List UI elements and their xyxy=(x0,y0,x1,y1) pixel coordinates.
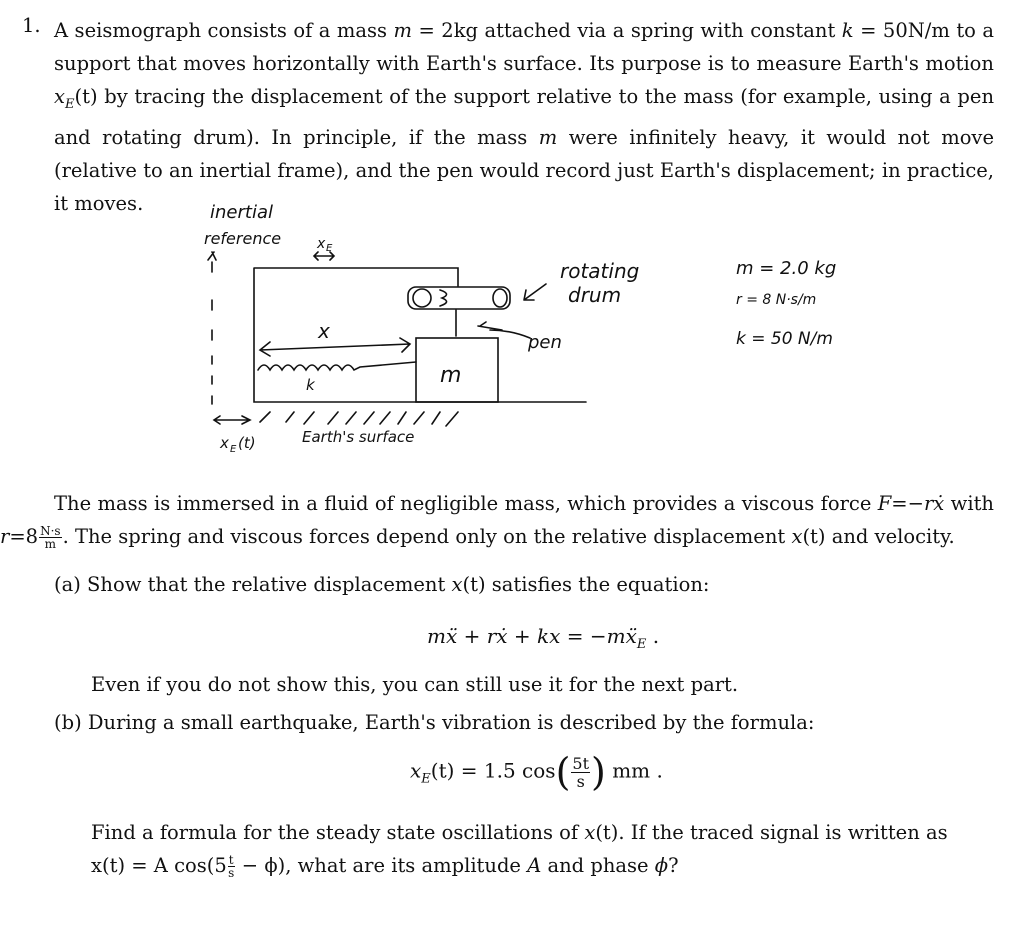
svg-text:x: x xyxy=(220,434,229,452)
svg-text:m: m xyxy=(440,363,462,388)
svg-text:reference: reference xyxy=(204,229,282,248)
svg-text:Earth's surface: Earth's surface xyxy=(302,428,415,446)
note-k: k = 50 N/m xyxy=(736,329,833,349)
svg-text:k: k xyxy=(306,376,315,394)
svg-text:drum: drum xyxy=(568,283,622,307)
fluid-paragraph: The mass is immersed in a fluid of negligible mass, which provides a viscous force F=−rẋ with r=8 $\frac{N\cdot s}{m}$ . The spring and viscous forces depend only on the relative displacement x(t) and velocity. xyxy=(0,492,994,551)
seismograph-figure xyxy=(190,190,880,470)
note-mass: m = 2.0 kg xyxy=(736,258,837,279)
svg-text:(t): (t) xyxy=(238,434,256,452)
problem-number: 1. xyxy=(22,14,41,37)
svg-text:E: E xyxy=(326,243,333,254)
svg-text:E: E xyxy=(230,444,237,455)
svg-text:x: x xyxy=(317,236,326,252)
equation-b: $x_E(t) = 1.5$ cos( $\frac{5t}{s}$ ) mm . xyxy=(410,750,663,794)
unit-fraction: $\frac{N\cdot s}{m}$ xyxy=(40,524,61,551)
note-r: r = 8 N·s/m xyxy=(736,292,817,308)
part-b: (b) During a small earthquake, Earth's vibration is described by the formula: xyxy=(54,711,815,734)
part-a-note: Even if you do not show this, you can still use it for the next part. xyxy=(91,673,739,696)
intro-paragraph: A seismograph consists of a mass m = 2kg attached via a spring with constant k = 50N/m to a support that moves horizontally with Earth's surface. Its purpose is to measure Earth's motion $x_E(t)$ by tracing the displacement of the support relative to the mass (for example, using a pen and rotating drum). In principle, if the mass m were infinitely heavy, it would not move (relative to an inertial frame), and the pen would record just Earth's displacement; in practice, it moves. xyxy=(54,19,995,215)
spring xyxy=(258,362,416,370)
equation-a: mẍ + rẋ + kx = −mẍ$_E$ . xyxy=(427,624,660,652)
xe-bottom-arrow xyxy=(214,416,250,424)
part-b-question: Find a formula for the steady state oscillations of x(t). If the traced signal is written as x(t) = A cos(5 $\frac{t}{s}$ − ϕ), what are its amplitude A and phase ϕ? xyxy=(91,821,948,880)
part-a: (a) Show that the relative displacement x(t) satisfies the equation: xyxy=(54,573,710,596)
svg-text:pen: pen xyxy=(528,332,562,353)
ground-hatch xyxy=(260,412,458,426)
rotating-drum xyxy=(408,287,510,309)
svg-text:x: x xyxy=(318,319,330,343)
svg-text:rotating: rotating xyxy=(560,259,640,283)
svg-text:inertial: inertial xyxy=(210,202,273,223)
x-arrow xyxy=(260,338,410,356)
